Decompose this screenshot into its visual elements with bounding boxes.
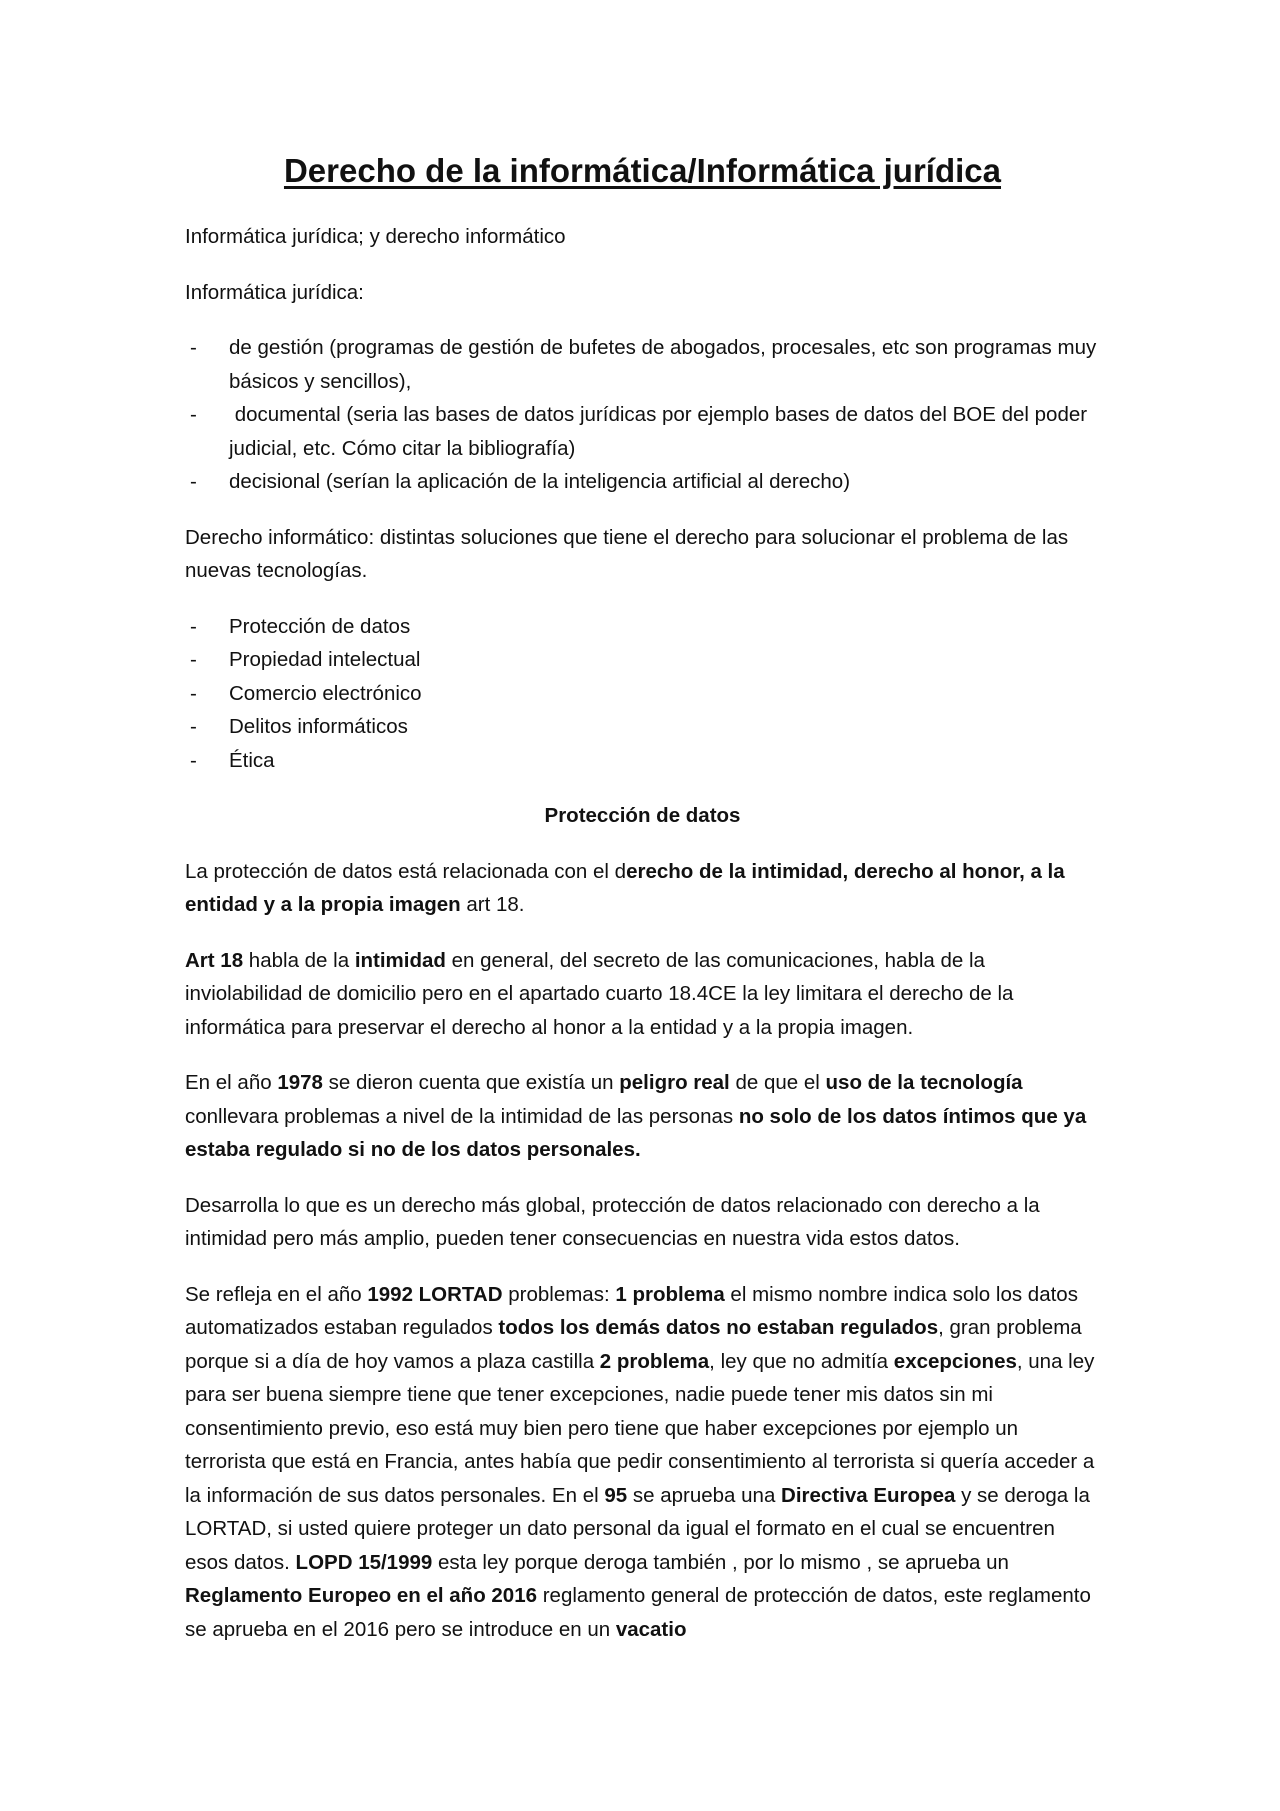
- list-item-text: documental (seria las bases de datos jurídicas por ejemplo bases de datos del BOE del poder judicial, etc. Cómo citar la bibliografía): [229, 403, 1093, 460]
- dash-bullet: -: [190, 748, 197, 772]
- dash-bullet: -: [190, 614, 197, 638]
- informatica-juridica-heading: Informática jurídica:: [185, 280, 364, 304]
- list-item-text: de gestión (programas de gestión de bufetes de abogados, procesales, etc son programas muy básicos y sencillos),: [229, 336, 1097, 393]
- document-title: Derecho de la informática/Informática jurídica: [283, 152, 1002, 189]
- dash-bullet: -: [190, 470, 197, 493]
- paragraph-1978: En el año 1978 se dieron cuenta que existía un peligro real de que el uso de la tecnología conllevara problemas a nivel de la intimidad de las personas no solo de los datos íntimos que ya estaba regulado si no de los datos personales.: [185, 1071, 1087, 1161]
- dash-bullet: -: [190, 403, 197, 426]
- section-heading-proteccion-datos: Protección de datos: [544, 804, 741, 827]
- intro-paragraph: Informática jurídica; y derecho informático: [185, 225, 566, 248]
- list-item-text: Delitos informáticos: [229, 715, 408, 738]
- dash-bullet: -: [190, 681, 197, 705]
- paragraph-art-18: Art 18 habla de la intimidad en general, del secreto de las comunicaciones, habla de la inviolabilidad de domicilio pero en el apartado cuarto 18.4CE la ley limitara el derecho de la informática para preservar el derecho al honor a la entidad y a la propia imagen.: [185, 948, 1014, 1039]
- list-item: [185, 610, 1100, 644]
- dash-bullet: -: [190, 715, 197, 738]
- paragraph-lortad: Se refleja en el año 1992 LORTAD problemas: 1 problema el mismo nombre indica solo los datos automatizados estaban regulados todos los demás datos no estaban regulados, gran problema porque si a día de hoy vamos a plaza castilla 2 problema, ley que no admitía excepciones, una ley para ser buena siempre tiene que tener excepciones, nadie puede tener mis datos sin mi consentimiento previo, eso está muy bien pero tiene que haber excepciones por ejemplo un terrorista que está en Francia, antes había que pedir consentimiento al terrorista si quería acceder a la información de sus datos personales. En el 95 se aprueba una Directiva Europea y se deroga la LORTAD, si usted quiere proteger un dato personal da igual el formato en el cual se encuentren esos datos. LOPD 15/1999 esta ley porque deroga también , por lo mismo , se aprueba un Reglamento Europeo en el año 2016 reglamento general de protección de datos, este reglamento se aprueba en el 2016 pero se introduce en un vacatio: [185, 1282, 1095, 1641]
- paragraph-proteccion-intro: La protección de datos está relacionada con el derecho de la intimidad, derecho al honor, a la entidad y a la propia imagen art 18.: [185, 859, 1065, 916]
- list-item: [185, 710, 1100, 744]
- list-item: [185, 331, 1100, 398]
- list-item-text: Ética: [229, 748, 275, 772]
- list-item: [185, 643, 1100, 677]
- derecho-informatico-list: [185, 610, 1100, 778]
- list-item-text: Comercio electrónico: [229, 681, 422, 705]
- list-item: [185, 465, 1100, 499]
- informatica-juridica-list: [185, 331, 1100, 499]
- list-item-text: Protección de datos: [229, 614, 411, 638]
- list-item-text: decisional (serían la aplicación de la inteligencia artificial al derecho): [229, 470, 851, 493]
- list-item: [185, 744, 1100, 778]
- dash-bullet: -: [190, 336, 197, 359]
- list-item: [185, 398, 1100, 465]
- list-item-text: Propiedad intelectual: [229, 648, 421, 671]
- dash-bullet: -: [190, 648, 197, 671]
- document-page: [185, 150, 1100, 1646]
- paragraph-derecho-global: Desarrolla lo que es un derecho más global, protección de datos relacionado con derecho a la intimidad pero más amplio, pueden tener consecuencias en nuestra vida estos datos.: [185, 1193, 1040, 1250]
- list-item: [185, 677, 1100, 711]
- derecho-informatico-paragraph: Derecho informático: distintas soluciones que tiene el derecho para solucionar el problema de las nuevas tecnologías.: [185, 525, 1069, 582]
